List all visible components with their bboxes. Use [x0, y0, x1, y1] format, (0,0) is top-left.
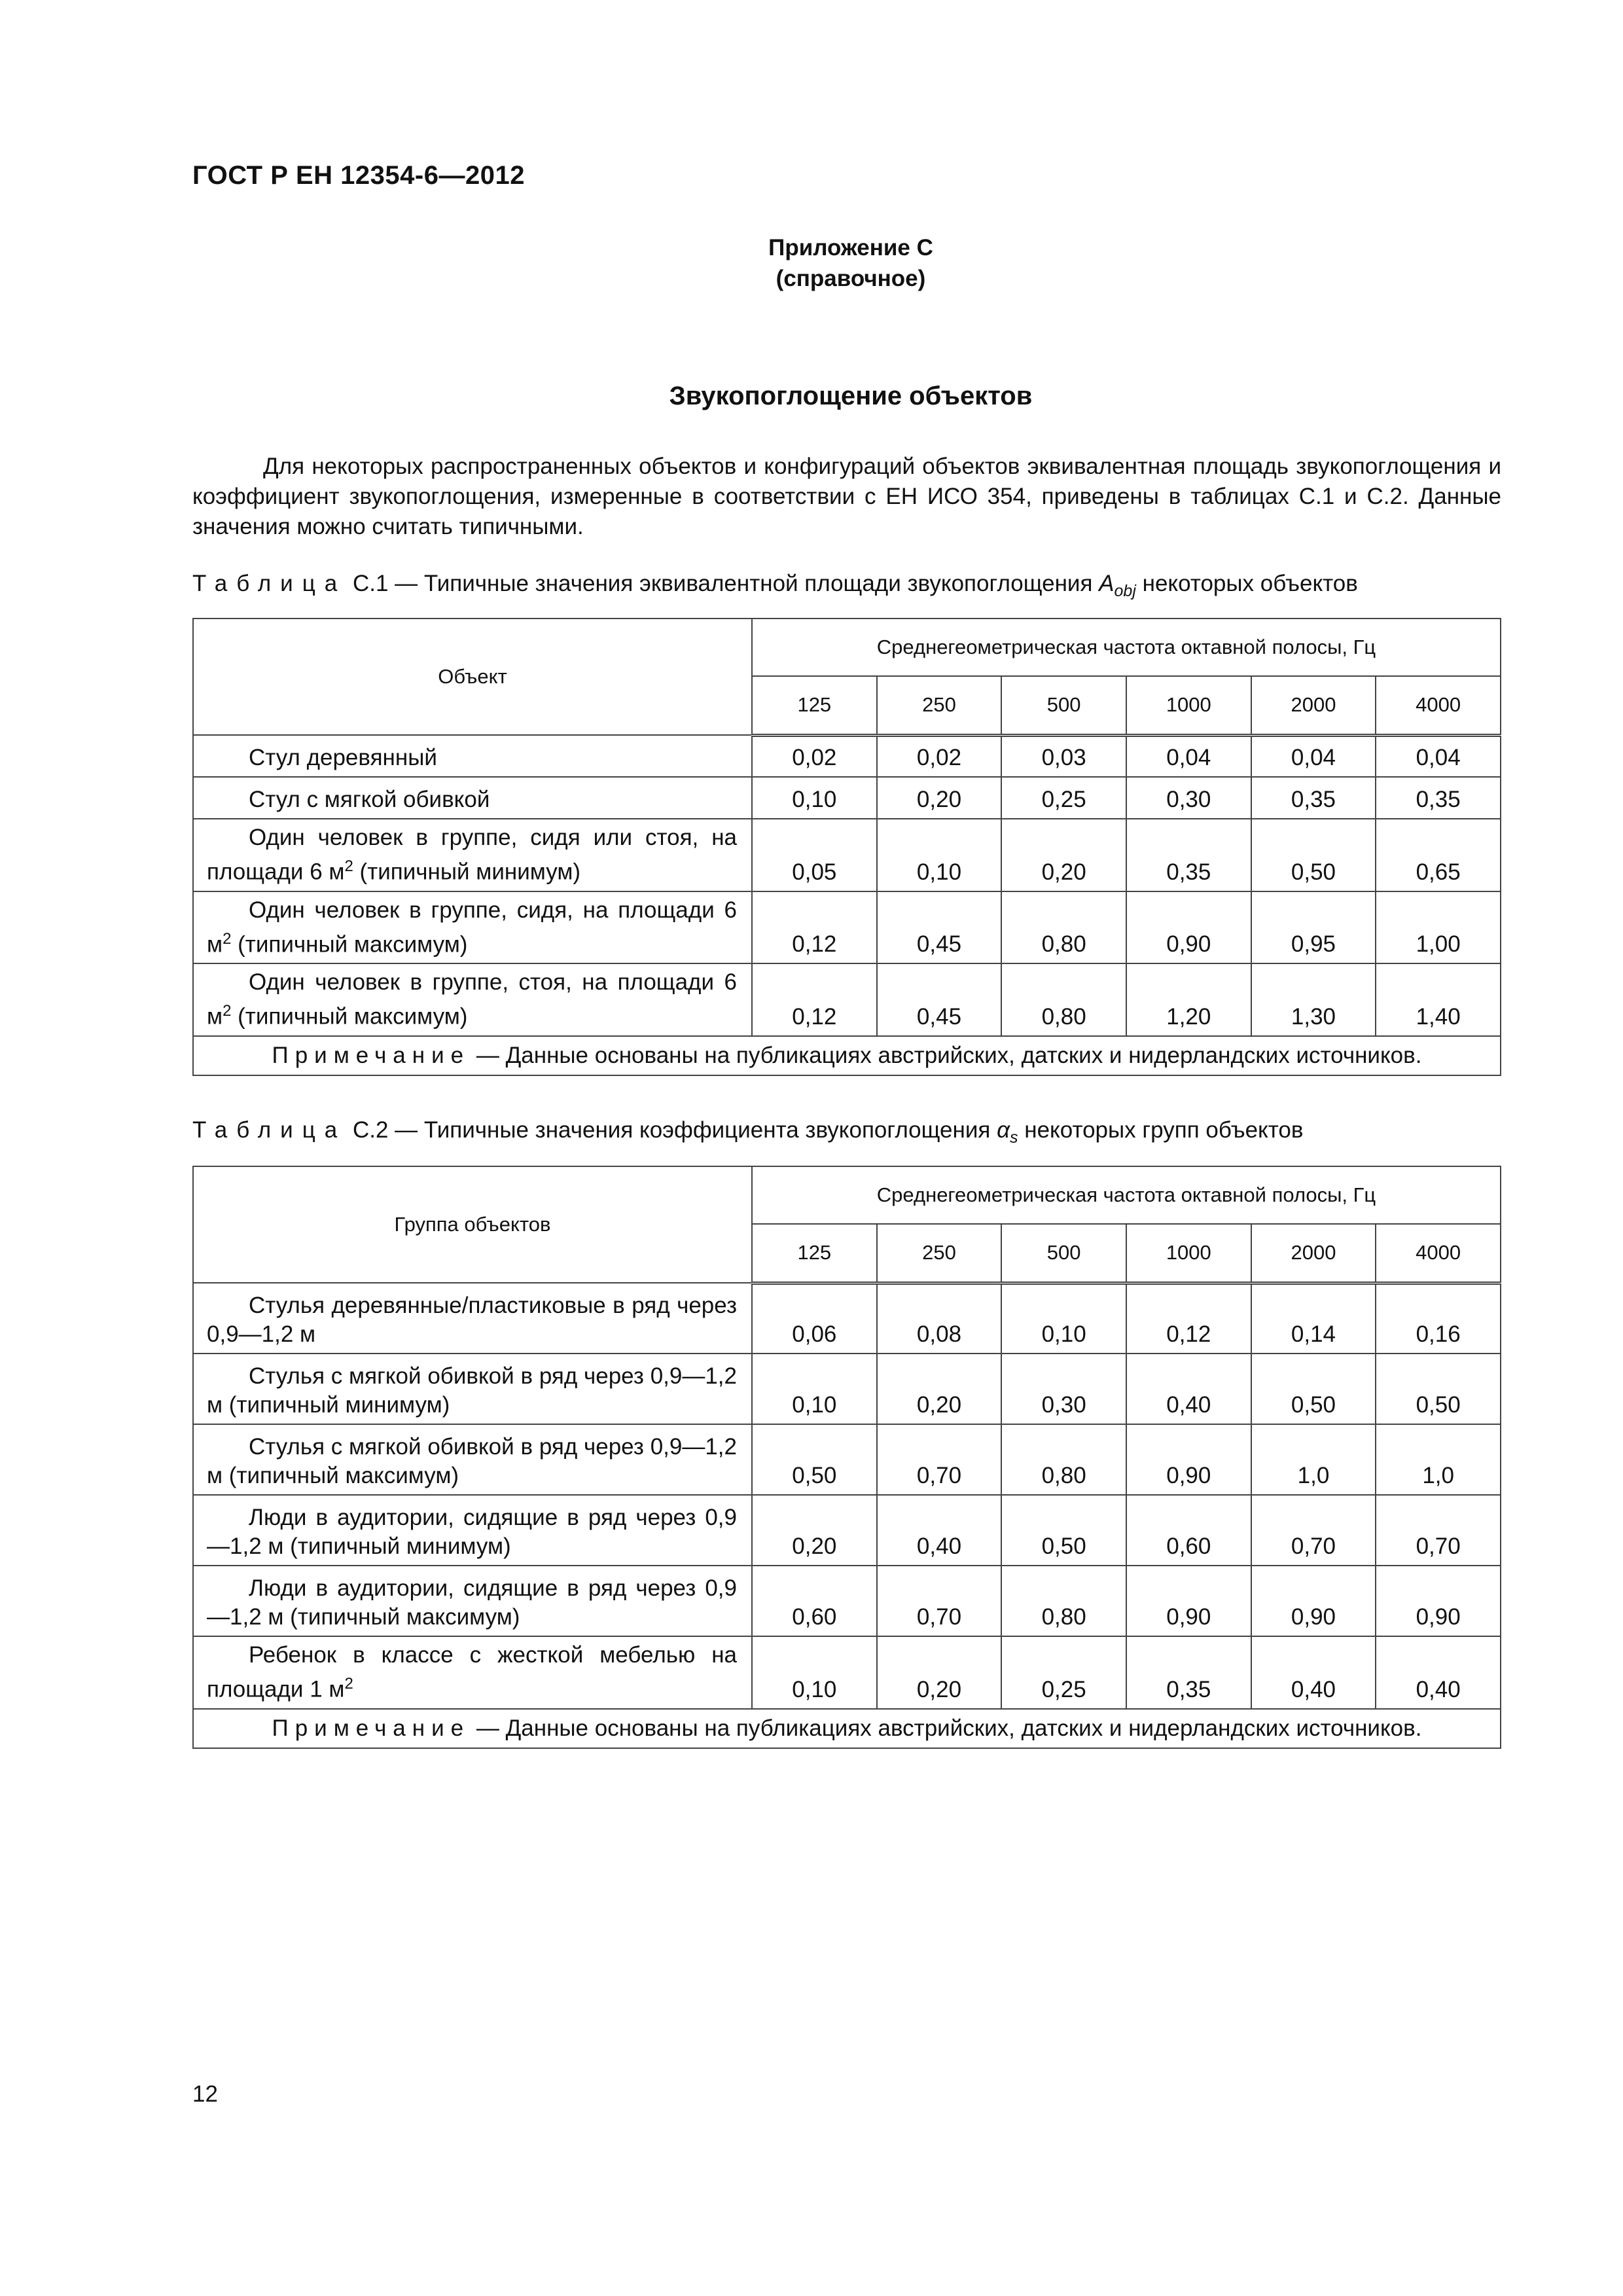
row-label-text: Стулья деревянные/пластиковые в ряд через 0,9—1,2 м	[207, 1293, 737, 1347]
table2-cell-value: 0,80	[1001, 1566, 1126, 1636]
table2-header-frequency-group: Среднегеометрическая частота октавной полосы, Гц	[752, 1166, 1501, 1224]
row-label-tail: (типичный минимум)	[353, 859, 581, 885]
table2-cell-value: 0,50	[752, 1424, 877, 1495]
table1-freq-header: 500	[1001, 676, 1126, 735]
row-label-text: Стул с мягкой обивкой	[249, 787, 490, 812]
row-label-text: Ребенок в классе с жесткой мебелью на площади 1 м	[207, 1642, 737, 1702]
page-number: 12	[192, 2081, 218, 2107]
table2-cell-value: 0,40	[1251, 1636, 1376, 1709]
table2-cell-value: 0,20	[877, 1354, 1002, 1424]
table2-row-label	[193, 1354, 752, 1424]
table1-cell-value: 0,45	[877, 891, 1002, 964]
table2-caption-word: Таблица	[192, 1117, 347, 1143]
table2-note-text: — Данные основаны на публикациях австрийских, датских и нидерландских источников.	[470, 1715, 1422, 1741]
table2-freq-header: 125	[752, 1224, 877, 1283]
row-label-tail: (типичный максимум)	[231, 1003, 468, 1030]
table1-cell-value: 0,20	[1001, 819, 1126, 891]
table2-caption-text: С.2 — Типичные значения коэффициента звукопоглощения	[346, 1117, 997, 1143]
table2-header-group: Группа объектов	[193, 1166, 752, 1283]
table1-note-word: Примечание	[272, 1042, 471, 1068]
table1-cell-value: 0,10	[877, 819, 1002, 891]
table1-freq-header: 125	[752, 676, 877, 735]
table2-cell-value: 0,06	[752, 1283, 877, 1354]
table2-cell-value: 0,50	[1376, 1354, 1501, 1424]
table1-note-text: — Данные основаны на публикациях австрийских, датских и нидерландских источников.	[470, 1042, 1422, 1068]
table2-cell-value: 0,40	[1126, 1354, 1251, 1424]
table2-cell-value: 0,12	[1126, 1283, 1251, 1354]
table1-row-label	[193, 891, 752, 964]
table1-cell-value: 0,02	[752, 735, 877, 777]
table1-header-frequency-group: Среднегеометрическая частота октавной полосы, Гц	[752, 619, 1501, 676]
table2-cell-value: 0,20	[877, 1636, 1002, 1709]
table-row	[193, 963, 1501, 1036]
row-label-text: Стул деревянный	[249, 745, 437, 770]
table2	[192, 1166, 1501, 1749]
appendix-heading	[681, 232, 1021, 294]
table2-cell-value: 0,10	[752, 1636, 877, 1709]
table2-cell-value: 0,70	[1251, 1495, 1376, 1566]
row-label-text: Стулья с мягкой обивкой в ряд через 0,9—1,2 м (типичный максимум)	[207, 1434, 737, 1488]
table1-cell-value: 0,02	[877, 735, 1002, 777]
table2-row-label	[193, 1283, 752, 1354]
table1-cell-value: 0,25	[1001, 777, 1126, 819]
table2-cell-value: 0,14	[1251, 1283, 1376, 1354]
table2-cell-value: 0,20	[752, 1495, 877, 1566]
table2-row-label	[193, 1495, 752, 1566]
table1-row-label	[193, 963, 752, 1036]
table1-cell-value: 0,20	[877, 777, 1002, 819]
table1-cell-value: 0,04	[1126, 735, 1251, 777]
table1-cell-value: 0,80	[1001, 963, 1126, 1036]
table2-cell-value: 0,08	[877, 1283, 1002, 1354]
table2-freq-header: 1000	[1126, 1224, 1251, 1283]
table2-cell-value: 0,16	[1376, 1283, 1501, 1354]
table2-cell-value: 0,60	[752, 1566, 877, 1636]
table1-freq-header: 4000	[1376, 676, 1501, 735]
table2-cell-value: 0,40	[877, 1495, 1002, 1566]
table2-cell-value: 0,90	[1376, 1566, 1501, 1636]
table2-cell-value: 0,50	[1001, 1495, 1126, 1566]
table1-freq-header: 250	[877, 676, 1002, 735]
table1-caption-symbol: A	[1099, 571, 1115, 596]
row-label-tail: (типичный максимум)	[231, 931, 468, 958]
document-code: ГОСТ Р ЕН 12354-6—2012	[192, 161, 525, 190]
table1-freq-header: 2000	[1251, 676, 1376, 735]
table2-caption	[192, 1117, 1303, 1147]
table-row	[193, 735, 1501, 777]
table2-freq-header: 250	[877, 1224, 1002, 1283]
table1-cell-value: 0,50	[1251, 819, 1376, 891]
table2-cell-value: 0,70	[877, 1566, 1002, 1636]
table1-caption-text-end: некоторых объектов	[1135, 571, 1358, 596]
table1-cell-value: 0,35	[1376, 777, 1501, 819]
table1-cell-value: 0,90	[1126, 891, 1251, 964]
table1-cell-value: 0,65	[1376, 819, 1501, 891]
row-label-text: Люди в аудитории, сидящие в ряд через 0,9—1,2 м (типичный минимум)	[207, 1505, 737, 1559]
table-row	[193, 1495, 1501, 1566]
table1-cell-value: 0,95	[1251, 891, 1376, 964]
table1-caption-symbol-sub: obj	[1114, 582, 1136, 600]
table1-cell-value: 0,12	[752, 963, 877, 1036]
table2-row-label	[193, 1424, 752, 1495]
table2-caption-symbol-sub: s	[1010, 1128, 1018, 1147]
table-row	[193, 1354, 1501, 1424]
table1-cell-value: 1,20	[1126, 963, 1251, 1036]
table1-caption-word: Таблица	[192, 571, 347, 596]
table-row	[193, 1566, 1501, 1636]
table1-cell-value: 0,10	[752, 777, 877, 819]
table2-freq-header: 500	[1001, 1224, 1126, 1283]
table2-cell-value: 0,70	[1376, 1495, 1501, 1566]
table1	[192, 618, 1501, 1076]
table1-cell-value: 0,45	[877, 963, 1002, 1036]
table2-note-word: Примечание	[272, 1715, 471, 1741]
table1-cell-value: 0,30	[1126, 777, 1251, 819]
row-label-text: Один человек в группе, стоя, на площади 6 м	[207, 969, 737, 1030]
table1-row-label	[193, 777, 752, 819]
table1-cell-value: 0,35	[1126, 819, 1251, 891]
table2-row-label	[193, 1636, 752, 1709]
row-label-superscript: 2	[344, 1675, 353, 1693]
table1-cell-value: 1,00	[1376, 891, 1501, 964]
appendix-subtitle: (справочное)	[776, 266, 926, 291]
table-row	[193, 777, 1501, 819]
table2-caption-symbol: α	[997, 1117, 1010, 1143]
table2-cell-value: 0,25	[1001, 1636, 1126, 1709]
table2-cell-value: 0,90	[1251, 1566, 1376, 1636]
table2-cell-value: 0,10	[752, 1354, 877, 1424]
table2-cell-value: 0,35	[1126, 1636, 1251, 1709]
table1-freq-header: 1000	[1126, 676, 1251, 735]
table1-cell-value: 0,05	[752, 819, 877, 891]
table2-caption-text-end: некоторых групп объектов	[1018, 1117, 1304, 1143]
row-label-superscript: 2	[223, 929, 232, 948]
table1-cell-value: 0,03	[1001, 735, 1126, 777]
table2-cell-value: 0,70	[877, 1424, 1002, 1495]
table1-cell-value: 1,30	[1251, 963, 1376, 1036]
table2-cell-value: 1,0	[1251, 1424, 1376, 1495]
table1-cell-value: 0,04	[1376, 735, 1501, 777]
table2-cell-value: 0,30	[1001, 1354, 1126, 1424]
table1-note	[193, 1036, 1501, 1075]
table-row	[193, 1636, 1501, 1709]
table2-cell-value: 0,90	[1126, 1424, 1251, 1495]
table1-cell-value: 0,12	[752, 891, 877, 964]
table-row	[193, 1283, 1501, 1354]
table1-cell-value: 0,35	[1251, 777, 1376, 819]
table1-caption	[192, 571, 1358, 601]
table2-row-label	[193, 1566, 752, 1636]
appendix-title: Приложение С	[768, 235, 933, 260]
row-label-text: Люди в аудитории, сидящие в ряд через 0,9—1,2 м (типичный максимум)	[207, 1575, 737, 1630]
intro-paragraph: Для некоторых распространенных объектов и конфигураций объектов эквивалентная площадь звукопоглощения и коэффициент звукопоглощения, измеренные в соответствии с ЕН ИСО 354, приведены в таблицах С.1 и С.2. Данные значения можно считать типичными.	[192, 454, 1501, 539]
row-label-superscript: 2	[344, 857, 353, 875]
table1-cell-value: 1,40	[1376, 963, 1501, 1036]
row-label-superscript: 2	[223, 1002, 232, 1020]
table2-cell-value: 0,80	[1001, 1424, 1126, 1495]
row-label-text: Один человек в группе, сидя, на площади 6 м	[207, 897, 737, 958]
table2-freq-header: 4000	[1376, 1224, 1501, 1283]
table-row	[193, 891, 1501, 964]
table2-cell-value: 1,0	[1376, 1424, 1501, 1495]
table2-note	[193, 1709, 1501, 1748]
table1-cell-value: 0,04	[1251, 735, 1376, 777]
table2-cell-value: 0,10	[1001, 1283, 1126, 1354]
row-label-text: Один человек в группе, сидя или стоя, на площади 6 м	[207, 825, 737, 885]
table1-caption-text: С.1 — Типичные значения эквивалентной площади звукопоглощения	[346, 571, 1099, 596]
table1-row-label	[193, 735, 752, 777]
row-label-text: Стулья с мягкой обивкой в ряд через 0,9—1,2 м (типичный минимум)	[207, 1363, 737, 1418]
table1-row-label	[193, 819, 752, 891]
table1-header-object: Объект	[193, 619, 752, 735]
table2-cell-value: 0,90	[1126, 1566, 1251, 1636]
section-title: Звукопоглощение объектов	[669, 382, 1033, 410]
table2-cell-value: 0,40	[1376, 1636, 1501, 1709]
table1-cell-value: 0,80	[1001, 891, 1126, 964]
table-row	[193, 819, 1501, 891]
table-row	[193, 1424, 1501, 1495]
table2-freq-header: 2000	[1251, 1224, 1376, 1283]
table2-cell-value: 0,60	[1126, 1495, 1251, 1566]
table2-cell-value: 0,50	[1251, 1354, 1376, 1424]
